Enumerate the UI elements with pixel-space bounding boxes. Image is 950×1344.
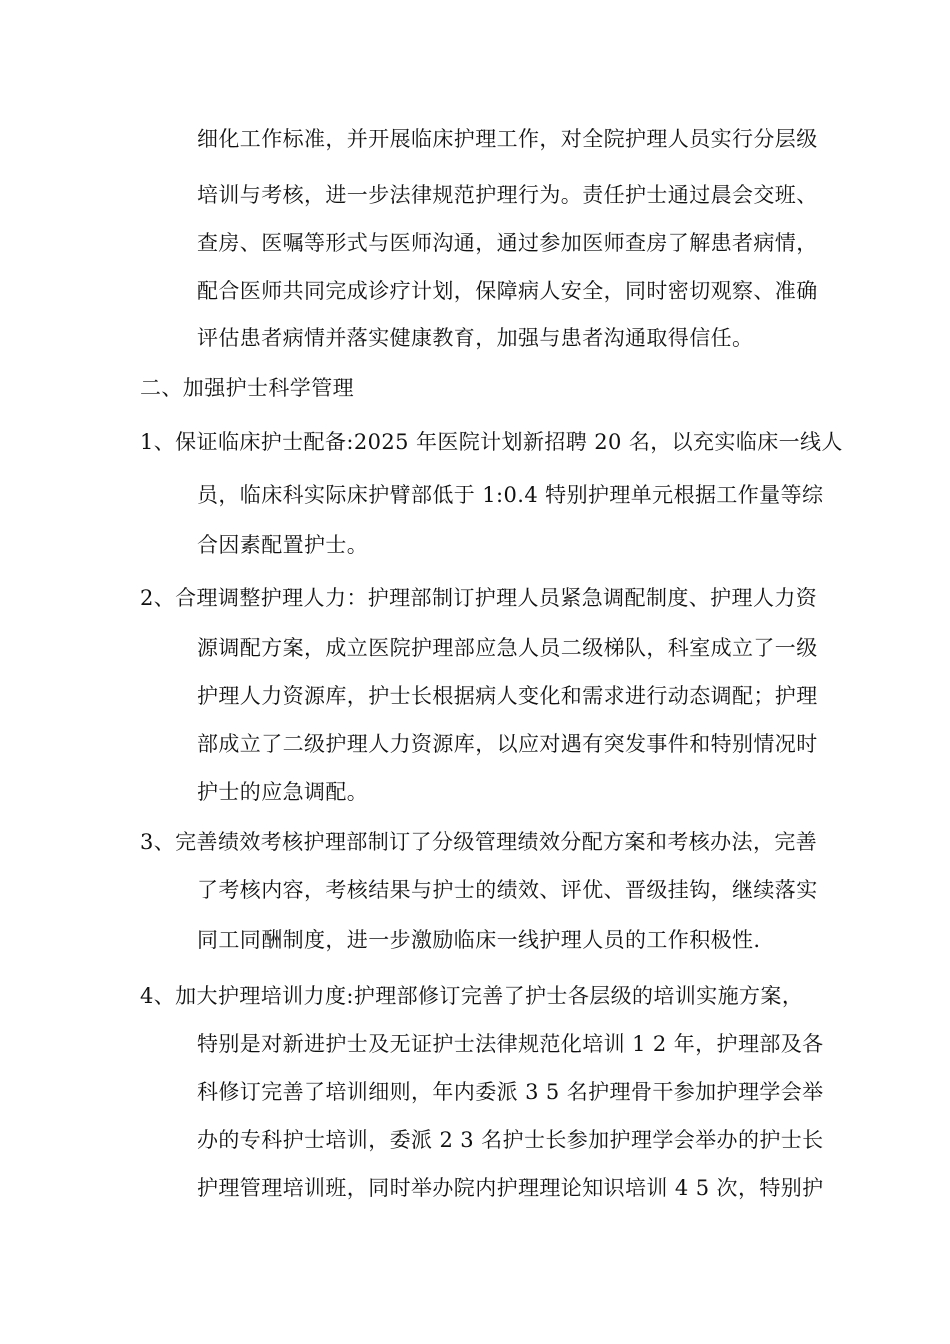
list-item-first-line: 2、合理调整护理人力：护理部制订护理人员紧急调配制度、护理人力资 — [140, 586, 818, 610]
intro-line: 配合医师共同完成诊疗计划，保障病人安全，同时密切观察、准确 — [197, 279, 818, 303]
list-item-line: 护理管理培训班，同时举办院内护理理论知识培训 4 5 次，特别护 — [197, 1176, 824, 1200]
list-item-line: 办的专科护士培训，委派 2 3 名护士长参加护理学会举办的护士长 — [197, 1128, 824, 1152]
list-item-line: 了考核内容，考核结果与护士的绩效、评优、晋级挂钩，继续落实 — [197, 878, 818, 902]
section-heading: 二、加强护士科学管理 — [140, 376, 354, 400]
intro-line: 细化工作标准，并开展临床护理工作，对全院护理人员实行分层级 — [197, 127, 818, 151]
intro-line: 查房、医嘱等形式与医师沟通，通过参加医师查房了解患者病情， — [197, 231, 818, 255]
intro-line: 培训与考核，进一步法律规范护理行为。责任护士通过晨会交班、 — [197, 183, 818, 207]
list-item-line: 部成立了二级护理人力资源库，以应对遇有突发事件和特别情况时 — [197, 732, 818, 756]
list-item-line: 源调配方案，成立医院护理部应急人员二级梯队，科室成立了一级 — [197, 636, 818, 660]
list-item-line: 科修订完善了培训细则，年内委派 3 5 名护理骨干参加护理学会举 — [197, 1080, 824, 1104]
list-item-line: 护理人力资源库，护士长根据病人变化和需求进行动态调配；护理 — [197, 684, 818, 708]
list-item-line: 同工同酬制度，进一步激励临床一线护理人员的工作积极性. — [197, 928, 761, 952]
list-item-line: 员，临床科实际床护臂部低于 1:0.4 特别护理单元根据工作量等综 — [197, 483, 824, 507]
list-item-first-line: 3、完善绩效考核护理部制订了分级管理绩效分配方案和考核办法，完善 — [140, 830, 818, 854]
list-item-first-line: 1、保证临床护士配备:2025 年医院计划新招聘 20 名，以充实临床一线人 — [140, 430, 843, 454]
list-item-line: 合因素配置护士。 — [197, 533, 369, 557]
list-item-line: 特别是对新进护士及无证护士法律规范化培训 1 2 年，护理部及各 — [197, 1032, 824, 1056]
list-item-first-line: 4、加大护理培训力度:护理部修订完善了护士各层级的培训实施方案， — [140, 984, 804, 1008]
intro-line: 评估患者病情并落实健康教育，加强与患者沟通取得信任。 — [197, 326, 754, 350]
list-item-line: 护士的应急调配。 — [197, 780, 369, 804]
